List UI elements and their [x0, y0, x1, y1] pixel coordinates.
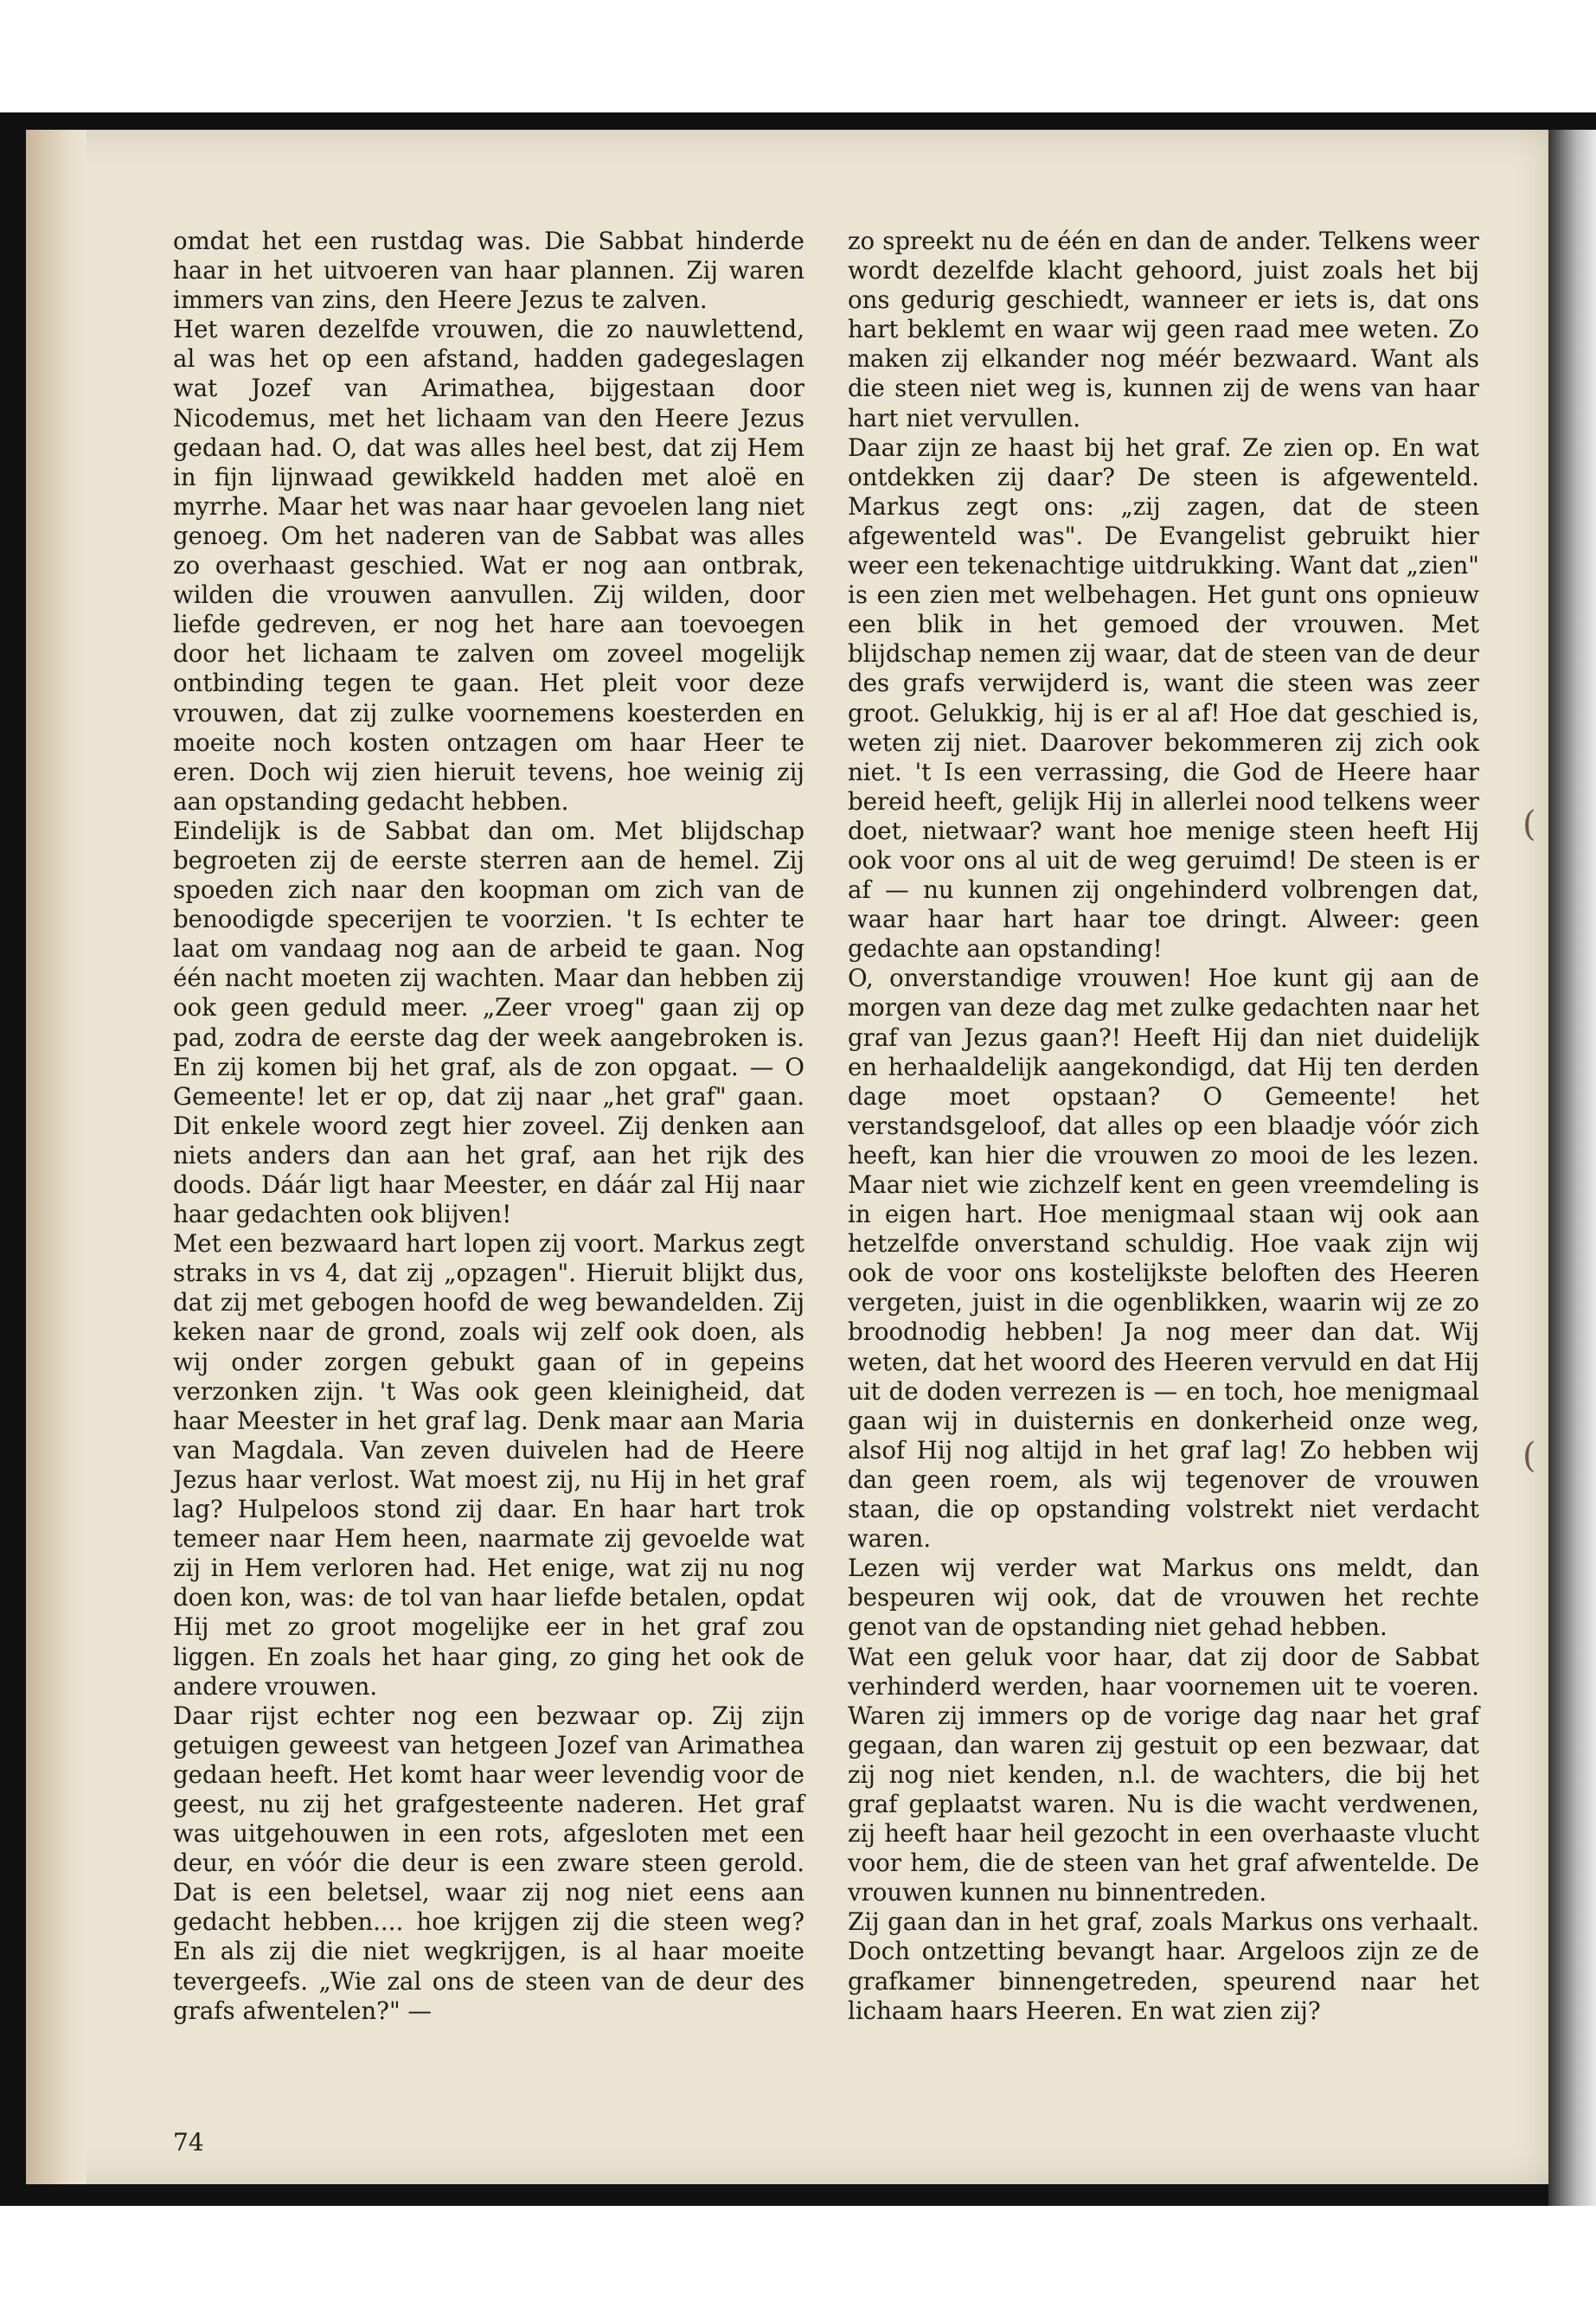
- paragraph: zo spreekt nu de één en dan de ander. Telkens weer wordt dezelfde klacht gehoord, juist zoals het bij ons gedurig geschiedt, wanneer er iets is, dat ons hart beklemt en waar wij geen raad mee weten. Zo maken zij elkander nog méér bezwaard. Want als die steen niet weg is, kunnen zij de wens van haar hart niet vervullen.: [848, 227, 1479, 433]
- paragraph: omdat het een rustdag was. Die Sabbat hinderde haar in het uitvoeren van haar plannen. Zij waren immers van zins, den Heere Jezus te zalven.: [173, 227, 804, 315]
- book-edge: [1548, 130, 1596, 2206]
- paragraph: Wat een geluk voor haar, dat zij door de Sabbat verhinderd werden, haar voornemen uit te voeren. Waren zij immers op de vorige dag naar het graf gegaan, dan waren zij gestuit op een bezwaar, dat zij nog niet kenden, n.l. de wachters, die bij het graf geplaatst waren. Nu is die wacht verdwenen, zij heeft haar heil gezocht in een overhaaste vlucht voor hem, die de steen van het graf afwentelde. De vrouwen kunnen nu binnentreden.: [848, 1642, 1479, 1907]
- margin-mark: (: [1522, 804, 1536, 844]
- page-number: 74: [173, 2128, 204, 2157]
- page-gutter: [26, 130, 87, 2184]
- paragraph: Daar rijst echter nog een bezwaar op. Zij zijn getuigen geweest van hetgeen Jozef van Arimathea gedaan heeft. Het komt haar weer levendig voor de geest, nu zij het grafgesteente naderen. Het graf was uitgehouwen in een rots, afgesloten met een deur, en vóór die deur is een zware steen gerold. Dat is een beletsel, waar zij nog niet eens aan gedacht hebben.... hoe krijgen zij die steen weg? En als zij die niet wegkrijgen, is al haar moeite tevergeefs. „Wie zal ons de steen van de deur des grafs afwentelen?" —: [173, 1701, 804, 2025]
- paragraph: Het waren dezelfde vrouwen, die zo nauwlettend, al was het op een afstand, hadden gadegeslagen wat Jozef van Arimathea, bijgestaan door Nicodemus, met het lichaam van den Heere Jezus gedaan had. O, dat was alles heel best, dat zij Hem in fijn lijnwaad gewikkeld hadden met aloë en myrrhe. Maar het was naar haar gevoelen lang niet genoeg. Om het naderen van de Sabbat was alles zo overhaast geschied. Wat er nog aan ontbrak, wilden die vrouwen aanvullen. Zij wilden, door liefde gedreven, er nog het hare aan toevoegen door het lichaam te zalven om zoveel mogelijk ontbinding tegen te gaan. Het pleit voor deze vrouwen, dat zij zulke voornemens koesterden en moeite noch kosten ontzagen om haar Heer te eren. Doch wij zien hieruit tevens, hoe weinig zij aan opstanding gedacht hebben.: [173, 315, 804, 816]
- paragraph: Zij gaan dan in het graf, zoals Markus ons verhaalt. Doch ontzetting bevangt haar. Argeloos zijn ze de grafkamer binnengetreden, speurend naar het lichaam haars Heeren. En wat zien zij?: [848, 1907, 1479, 2025]
- text-column-left: [173, 227, 804, 2026]
- text-column-right: [848, 227, 1479, 2026]
- paragraph: Daar zijn ze haast bij het graf. Ze zien op. En wat ontdekken zij daar? De steen is afgewenteld. Markus zegt ons: „zij zagen, dat de steen afgewenteld was". De Evangelist gebruikt hier weer een tekenachtige uitdrukking. Want dat „zien" is een zien met welbehagen. Het gunt ons opnieuw een blik in het gemoed der vrouwen. Met blijdschap nemen zij waar, dat de steen van de deur des grafs verwijderd is, want die steen was zeer groot. Gelukkig, hij is er al af! Hoe dat geschied is, weten zij niet. Daarover bekommeren zij zich ook niet. 't Is een verrassing, die God de Heere haar bereid heeft, gelijk Hij in allerlei nood telkens weer doet, nietwaar? want hoe menige steen heeft Hij ook voor ons al uit de weg geruimd! De steen is er af — nu kunnen zij ongehinderd volbrengen dat, waar haar hart haar toe dringt. Alweer: geen gedachte aan opstanding!: [848, 433, 1479, 964]
- paragraph: Eindelijk is de Sabbat dan om. Met blijdschap begroeten zij de eerste sterren aan de hemel. Zij spoeden zich naar den koopman om zich van de benoodigde specerijen te voorzien. 't Is echter te laat om vandaag nog aan de arbeid te gaan. Nog één nacht moeten zij wachten. Maar dan hebben zij ook geen geduld meer. „Zeer vroeg" gaan zij op pad, zodra de eerste dag der week aangebroken is. En zij komen bij het graf, als de zon opgaat. — O Gemeente! let er op, dat zij naar „het graf" gaan. Dit enkele woord zegt hier zoveel. Zij denken aan niets anders dan aan het graf, aan het rijk des doods. Dáár ligt haar Meester, en dáár zal Hij naar haar gedachten ook blijven!: [173, 816, 804, 1229]
- paragraph: Lezen wij verder wat Markus ons meldt, dan bespeuren wij ook, dat de vrouwen het rechte genot van de opstanding niet gehad hebben.: [848, 1554, 1479, 1642]
- paragraph: O, onverstandige vrouwen! Hoe kunt gij aan de morgen van deze dag met zulke gedachten naar het graf van Jezus gaan?! Heeft Hij dan niet duidelijk en herhaaldelijk aangekondigd, dat Hij ten derden dage moet opstaan? O Gemeente! het verstandsgeloof, dat alles op een blaadje vóór zich heeft, kan hier die vrouwen zo mooi de les lezen. Maar niet wie zichzelf kent en geen vreemdeling is in eigen hart. Hoe menigmaal staan wij ook aan hetzelfde onverstand schuldig. Hoe vaak zijn wij ook de voor ons kostelijkste beloften des Heeren vergeten, juist in die ogenblikken, waarin wij ze zo broodnodig hebben! Ja nog meer dan dat. Wij weten, dat het woord des Heeren vervuld en dat Hij uit de doden verrezen is — en toch, hoe menigmaal gaan wij in duisternis en donkerheid onze weg, alsof Hij nog altijd in het graf lag! Zo hebben wij dan geen roem, als wij tegenover de vrouwen staan, die op opstanding volstrekt niet verdacht waren.: [848, 964, 1479, 1554]
- margin-mark: (: [1522, 1436, 1536, 1476]
- paragraph: Met een bezwaard hart lopen zij voort. Markus zegt straks in vs 4, dat zij „opzagen". Hieruit blijkt dus, dat zij met gebogen hoofd de weg bewandelden. Zij keken naar de grond, zoals wij zelf ook doen, als wij onder zorgen gebukt gaan of in gepeins verzonken zijn. 't Was ook geen kleinigheid, dat haar Meester in het graf lag. Denk maar aan Maria van Magdala. Van zeven duivelen had de Heere Jezus haar verlost. Wat moest zij, nu Hij in het graf lag? Hulpeloos stond zij daar. En haar hart trok temeer naar Hem heen, naarmate zij gevoelde wat zij in Hem verloren had. Het enige, wat zij nu nog doen kon, was: de tol van haar liefde betalen, opdat Hij met zo groot mogelijke eer in het graf zou liggen. En zoals het haar ging, zo ging het ook de andere vrouwen.: [173, 1229, 804, 1701]
